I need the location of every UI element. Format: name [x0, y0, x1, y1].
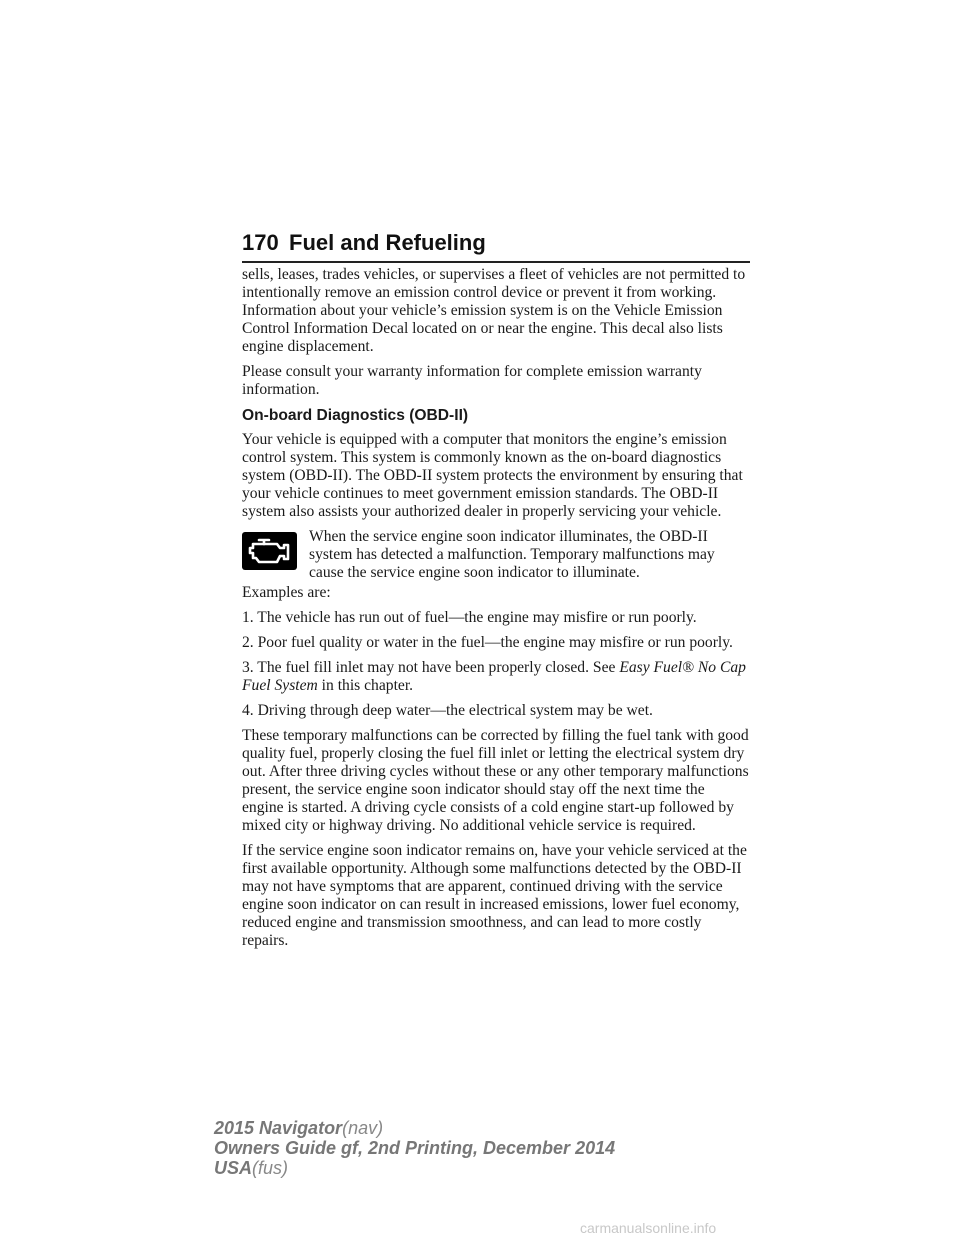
- paragraph-obd-intro: Your vehicle is equipped with a computer that monitors the engine’s emission control system. This system is commonly known as the on-board diagnostics system (OBD-II). The OBD-II system protects the environment by ensuring that your vehicle continues to meet government emission standards. The OBD-II system also assists your authorized dealer in properly servicing your vehicle.: [242, 431, 743, 520]
- list-item-poor-fuel: 2. Poor fuel quality or water in the fuel—the engine may misfire or run poorly.: [242, 634, 733, 651]
- paragraph-warranty: Please consult your warranty information for complete emission warranty information.: [242, 363, 702, 398]
- list-item-out-of-fuel: 1. The vehicle has run out of fuel—the engine may misfire or run poorly.: [242, 609, 697, 626]
- list-item-fuel-inlet-text: 3. The fuel fill inlet may not have been properly closed. See: [242, 659, 620, 676]
- footer-line-model: [214, 1118, 615, 1138]
- cross-reference-link[interactable]: Easy Fuel® No Cap Fuel System: [242, 659, 746, 694]
- footer-model: 2015 Navigator: [214, 1118, 343, 1138]
- footer-market-code: (fus): [252, 1158, 289, 1178]
- indicator-block: [242, 528, 750, 582]
- footer-line-market: [214, 1158, 615, 1178]
- list-item-fuel-inlet: [242, 659, 750, 695]
- chapter-title: Fuel and Refueling: [289, 230, 486, 255]
- page-header: [242, 230, 750, 260]
- paragraph-emission-removal: sells, leases, trades vehicles, or supervises a fleet of vehicles are not permitted to intentionally remove an emission control device or prevent it from working. Information about your vehicle’s emission system is on the Vehicle Emission Control Information Decal located on or near the engine. This decal also lists engine displacement.: [242, 266, 746, 355]
- page-footer: [214, 1118, 615, 1178]
- examples-intro: Examples are:: [242, 584, 331, 601]
- section-heading-obd: On-board Diagnostics (OBD-II): [242, 407, 469, 424]
- paragraph-temporary-malfunctions: These temporary malfunctions can be corrected by filling the fuel tank with good quality fuel, properly closing the fuel fill inlet or letting the electrical system dry out. After three driving cycles without these or any other temporary malfunctions present, the service engine soon indicator should stay off the next time the engine is started. A driving cycle consists of a cold engine start-up followed by mixed city or highway driving. No additional vehicle service is required.: [242, 727, 749, 834]
- header-rule: [242, 261, 750, 263]
- check-engine-icon: [242, 532, 297, 570]
- paragraph-indicator: When the service engine soon indicator illuminates, the OBD-II system has detected a malfunction. Temporary malfunctions may cause the service engine soon indicator to illuminate.: [309, 528, 715, 581]
- list-item-fuel-inlet-suffix: in this chapter.: [317, 677, 414, 694]
- footer-market: USA: [214, 1158, 253, 1178]
- paragraph-indicator-remains-on: If the service engine soon indicator remains on, have your vehicle serviced at the first available opportunity. Although some malfunctions detected by the OBD-II may not have symptoms that are apparent, continued driving with the service engine soon indicator on can result in increased emissions, lower fuel economy, reduced engine and transmission smoothness, and can lead to more costly repairs.: [242, 842, 747, 949]
- page-number: 170: [242, 230, 279, 255]
- footer-model-code: (nav): [342, 1118, 384, 1138]
- footer-guide: Owners Guide gf, 2nd Printing, December 2014: [214, 1138, 616, 1158]
- page-content: [242, 266, 750, 957]
- list-item-deep-water: 4. Driving through deep water—the electrical system may be wet.: [242, 702, 653, 719]
- watermark: carmanualsonline.info: [580, 1220, 717, 1236]
